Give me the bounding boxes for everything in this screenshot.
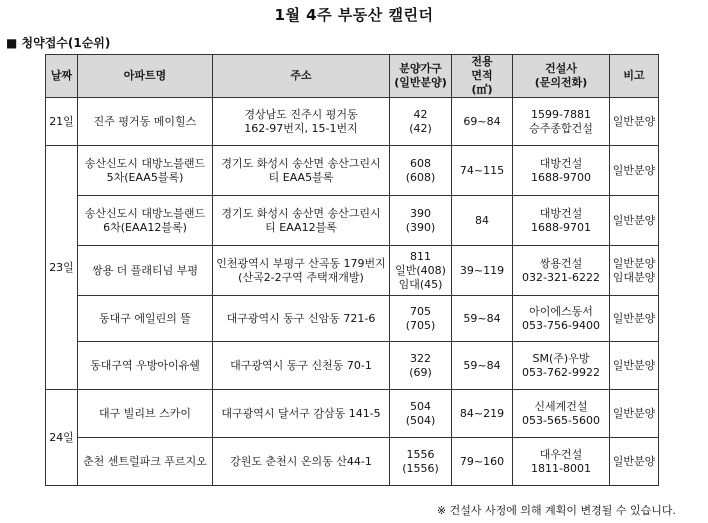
area-cell: 84 (452, 196, 513, 246)
note-cell: 일반분양 (610, 342, 659, 390)
page-title: 1월 4주 부동산 캘린더 (274, 6, 434, 24)
note-cell: 일반분양 (610, 438, 659, 486)
note-cell: 일반분양 (610, 98, 659, 146)
developer-cell: 쌍용건설 032-321-6222 (513, 246, 610, 296)
date-cell: 24일 (46, 390, 78, 486)
units-cell: 1556 (1556) (390, 438, 452, 486)
name-cell: 쌍용 더 플래티넘 부평 (78, 246, 213, 296)
address-cell: 대구광역시 달서구 감삼동 141-5 (213, 390, 390, 438)
header-area: 전용 면적 (㎡) (452, 55, 513, 98)
footer-note: ※ 건설사 사정에 의해 계획이 변경될 수 있습니다. (436, 504, 676, 517)
units-cell: 504 (504) (390, 390, 452, 438)
note-cell: 일반분양 (610, 146, 659, 196)
units-cell: 608 (608) (390, 146, 452, 196)
name-cell: 대구 빌리브 스카이 (78, 390, 213, 438)
table-row (46, 246, 659, 296)
section-heading: ■ 청약접수(1순위) (6, 36, 111, 50)
table-row (46, 342, 659, 390)
table-row (46, 296, 659, 342)
note-cell: 일반분양 (610, 390, 659, 438)
developer-cell: 대방건설 1688-9700 (513, 146, 610, 196)
address-cell: 인천광역시 부평구 산곡동 179번지 (산곡2-2구역 주택재개발) (213, 246, 390, 296)
address-cell: 대구광역시 동구 신천동 70-1 (213, 342, 390, 390)
developer-cell: 신세계건설 053-565-5600 (513, 390, 610, 438)
units-cell: 811 일반(408) 임대(45) (390, 246, 452, 296)
header-name: 아파트명 (78, 55, 213, 98)
header-address: 주소 (213, 55, 390, 98)
table-row (46, 438, 659, 486)
calendar-table (45, 54, 659, 486)
developer-cell: 대우건설 1811-8001 (513, 438, 610, 486)
name-cell: 동대구역 우방아이유쉘 (78, 342, 213, 390)
name-cell: 송산신도시 대방노블랜드 5차(EAA5블록) (78, 146, 213, 196)
developer-cell: 1599-7881 승주종합건설 (513, 98, 610, 146)
area-cell: 39~119 (452, 246, 513, 296)
units-cell: 705 (705) (390, 296, 452, 342)
table-row (46, 390, 659, 438)
area-cell: 69~84 (452, 98, 513, 146)
header-units: 분양가구 (일반분양) (390, 55, 452, 98)
name-cell: 진주 평거동 메이힐스 (78, 98, 213, 146)
developer-cell: 대방건설 1688-9701 (513, 196, 610, 246)
date-cell: 23일 (46, 146, 78, 390)
table-row (46, 98, 659, 146)
note-cell: 일반분양 (610, 296, 659, 342)
note-cell: 일반분양 임대분양 (610, 246, 659, 296)
area-cell: 74~115 (452, 146, 513, 196)
header-note: 비고 (610, 55, 659, 98)
address-cell: 경상남도 진주시 평거동 162-97번지, 15-1번지 (213, 98, 390, 146)
area-cell: 59~84 (452, 296, 513, 342)
name-cell: 송산신도시 대방노블랜드 6차(EAA12블록) (78, 196, 213, 246)
address-cell: 강원도 춘천시 온의동 산44-1 (213, 438, 390, 486)
header-developer: 건설사 (문의전화) (513, 55, 610, 98)
note-cell: 일반분양 (610, 196, 659, 246)
developer-cell: SM(주)우방 053-762-9922 (513, 342, 610, 390)
name-cell: 동대구 에일린의 뜰 (78, 296, 213, 342)
developer-cell: 아이에스동서 053-756-9400 (513, 296, 610, 342)
date-cell: 21일 (46, 98, 78, 146)
address-cell: 경기도 화성시 송산면 송산그린시 티 EAA5블록 (213, 146, 390, 196)
area-cell: 79~160 (452, 438, 513, 486)
header-date: 날짜 (46, 55, 78, 98)
units-cell: 390 (390) (390, 196, 452, 246)
table-row (46, 146, 659, 196)
table-row (46, 196, 659, 246)
units-cell: 322 (69) (390, 342, 452, 390)
address-cell: 경기도 화성시 송산면 송산그린시 티 EAA12블록 (213, 196, 390, 246)
address-cell: 대구광역시 동구 신암동 721-6 (213, 296, 390, 342)
name-cell: 춘천 센트럴파크 푸르지오 (78, 438, 213, 486)
area-cell: 84~219 (452, 390, 513, 438)
units-cell: 42 (42) (390, 98, 452, 146)
area-cell: 59~84 (452, 342, 513, 390)
table-header-row (46, 55, 659, 98)
